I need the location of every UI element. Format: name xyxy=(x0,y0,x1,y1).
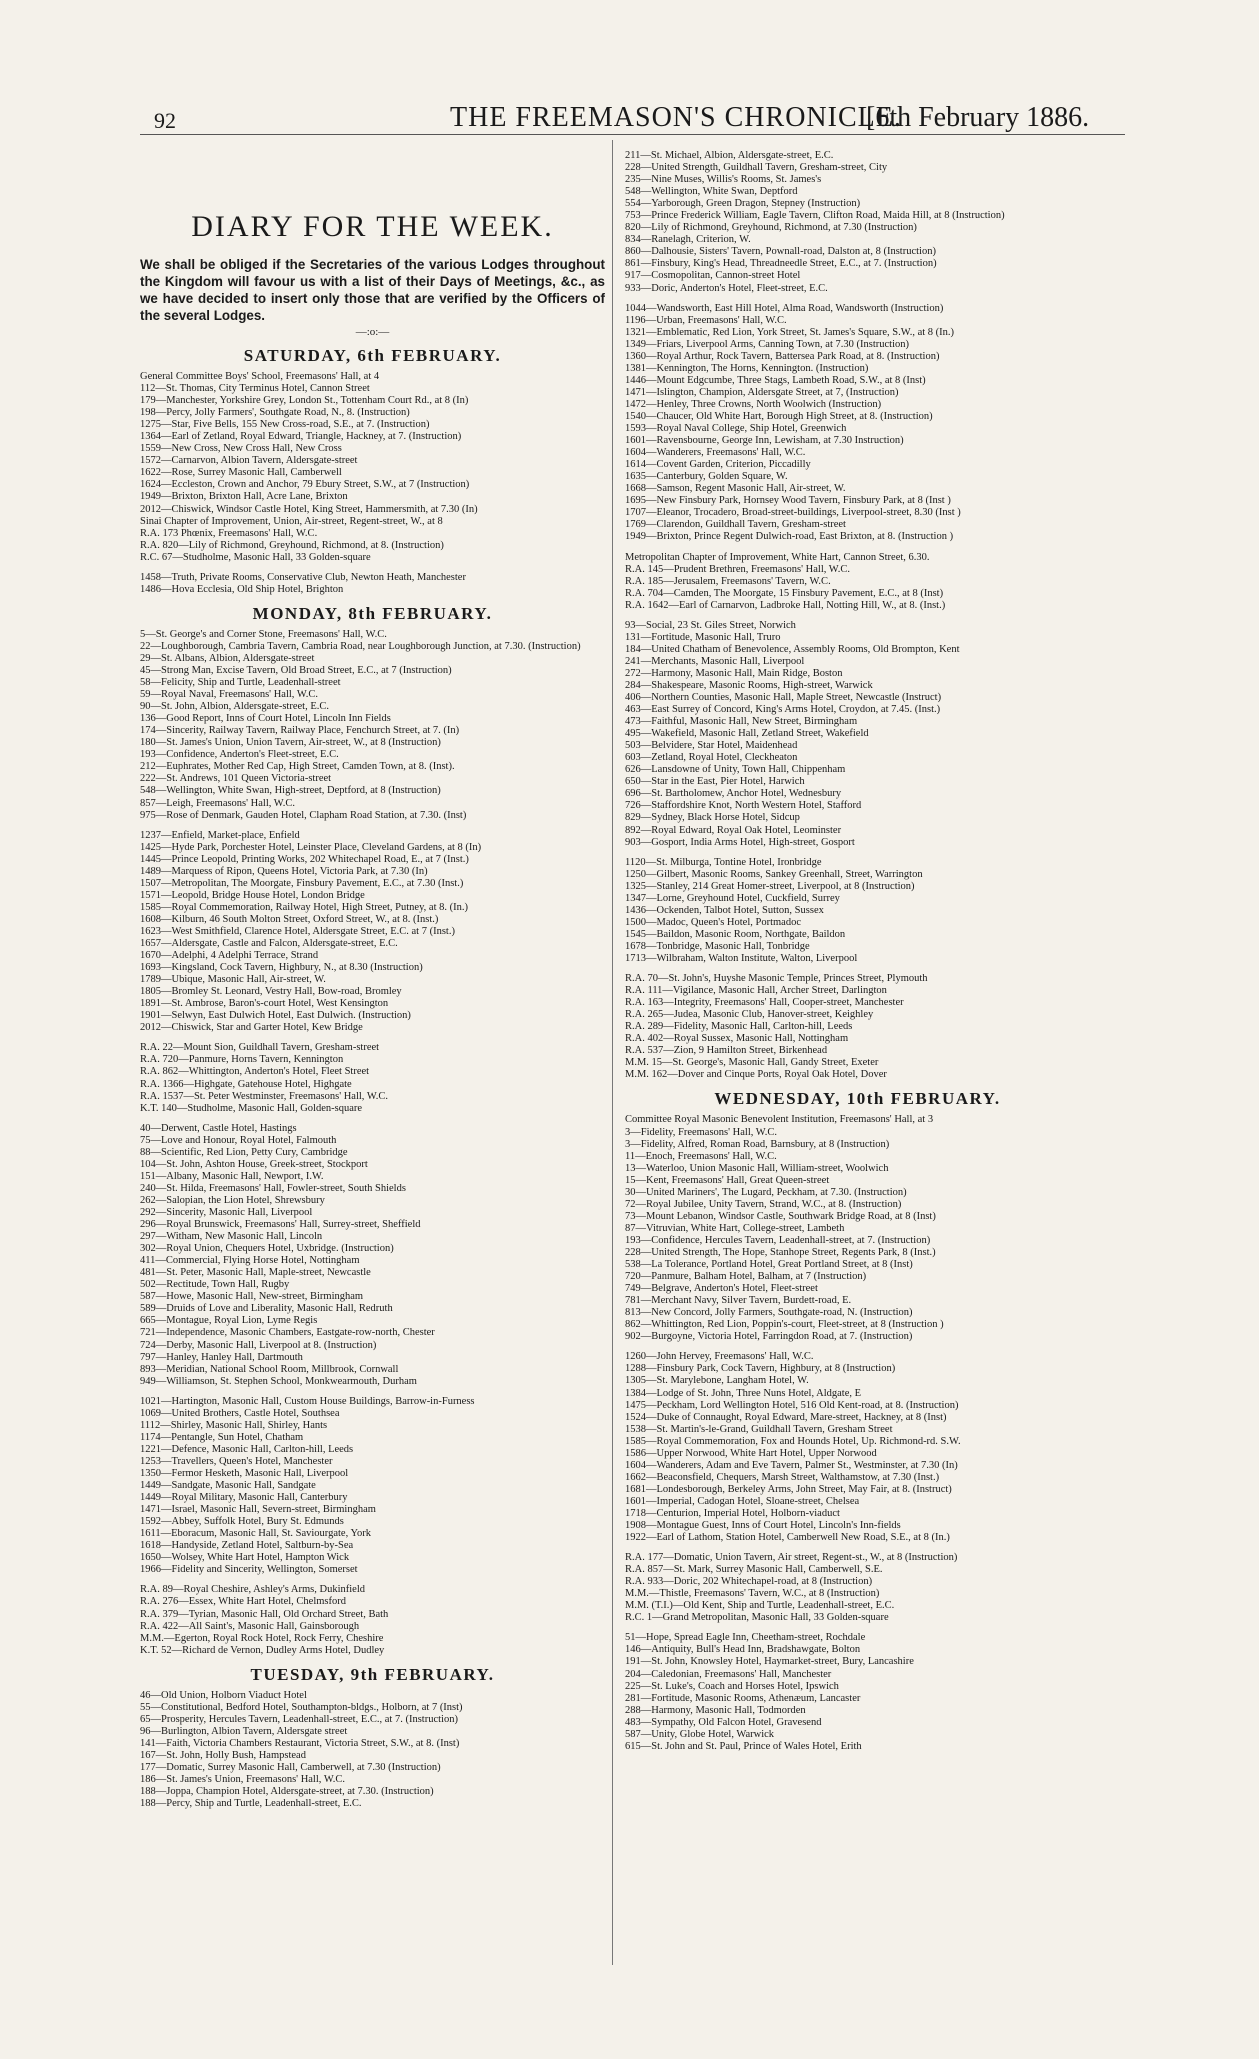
lodge-entry: 65—Prosperity, Hercules Tavern, Leadenhall-street, E.C., at 7. (Instruction) xyxy=(140,1713,458,1725)
lodge-entry: 241—Merchants, Masonic Hall, Liverpool xyxy=(625,655,805,667)
lodge-entry: 272—Harmony, Masonic Hall, Main Ridge, Boston xyxy=(625,667,843,679)
lodge-entry: 1608—Kilburn, 46 South Molton Street, Oxford Street, W., at 8. (Inst.) xyxy=(140,913,439,925)
lodge-entry: 177—Domatic, Surrey Masonic Hall, Camberwell, at 7.30 (Instruction) xyxy=(140,1761,441,1773)
lodge-entry: 167—St. John, Holly Bush, Hampstead xyxy=(140,1749,306,1761)
lodge-entry: 829—Sydney, Black Horse Hotel, Sidcup xyxy=(625,812,800,824)
lodge-entry: 1471—Islington, Champion, Aldersgate Street, at 7, (Instruction) xyxy=(625,386,899,398)
lodge-entry: 650—Star in the East, Pier Hotel, Harwich xyxy=(625,776,805,788)
lodge-entry: 820—Lily of Richmond, Greyhound, Richmond, at 7.30 (Instruction) xyxy=(625,222,917,234)
lodge-entry: 893—Meridian, National School Room, Millbrook, Cornwall xyxy=(140,1363,399,1375)
lodge-entry: R.A. 173 Phœnix, Freemasons' Hall, W.C. xyxy=(140,527,318,539)
running-title: THE FREEMASON'S CHRONICLE. xyxy=(450,102,902,133)
lodge-entry: 1713—Wilbraham, Walton Institute, Walton, Liverpool xyxy=(625,953,858,964)
lodge-entry: 721—Independence, Masonic Chambers, Eastgate-row-north, Chester xyxy=(140,1327,435,1339)
lodge-entry: 753—Prince Frederick William, Eagle Tavern, Clifton Road, Maida Hill, at 8 (Instruction) xyxy=(625,210,1005,222)
lodge-entry: 857—Leigh, Freemasons' Hall, W.C. xyxy=(140,797,296,809)
lodge-entry: R.A. 704—Camden, The Moorgate, 15 Finsbury Pavement, E.C., at 8 (Inst) xyxy=(625,587,944,599)
lodge-entry: 406—Northern Counties, Masonic Hall, Maple Street, Newcastle (Instruct) xyxy=(625,692,942,704)
lodge-entry: 51—Hope, Spread Eagle Inn, Cheetham-street, Rochdale xyxy=(625,1632,866,1644)
lodge-entry: 603—Zetland, Royal Hotel, Cleckheaton xyxy=(625,752,798,764)
lodge-entry: 3—Fidelity, Alfred, Roman Road, Barnsbury, at 8 (Instruction) xyxy=(625,1138,890,1150)
lodge-entry: 481—St. Peter, Masonic Hall, Maple-street, Newcastle xyxy=(140,1267,371,1279)
lodge-entry: 1174—Pentangle, Sun Hotel, Chatham xyxy=(140,1431,304,1443)
lodge-entry: 1445—Prince Leopold, Printing Works, 202 Whitechapel Road, E., at 7 (Inst.) xyxy=(140,853,469,865)
lodge-entry: 15—Kent, Freemasons' Hall, Great Queen-street xyxy=(625,1174,830,1186)
lodge-group xyxy=(625,1552,1090,1624)
lodge-entry: R.C. 67—Studholme, Masonic Hall, 33 Golden-square xyxy=(140,551,371,563)
lodge-entry: 88—Scientific, Red Lion, Petty Cury, Cambridge xyxy=(140,1146,348,1158)
lodge-entry: 1069—United Brothers, Castle Hotel, Southsea xyxy=(140,1407,340,1419)
lodge-entry: 1237—Enfield, Market-place, Enfield xyxy=(140,829,300,841)
lodge-entry: 861—Finsbury, King's Head, Threadneedle Street, E.C., at 7. (Instruction) xyxy=(625,258,937,270)
lodge-entry: R.A. 185—Jerusalem, Freemasons' Tavern, W.C. xyxy=(625,575,831,587)
lodge-entry: R.A. 820—Lily of Richmond, Greyhound, Richmond, at 8. (Instruction) xyxy=(140,539,444,551)
lodge-entry: 222—St. Andrews, 101 Queen Victoria-street xyxy=(140,773,332,785)
lodge-entry: 46—Old Union, Holborn Viaduct Hotel xyxy=(140,1689,307,1701)
lodge-group xyxy=(625,973,1090,1081)
lodge-entry: 1472—Henley, Three Crowns, North Woolwich (Instruction) xyxy=(625,398,882,410)
lodge-entry: 75—Love and Honour, Royal Hotel, Falmouth xyxy=(140,1134,337,1146)
lodge-entry: R.A. 163—Integrity, Freemasons' Hall, Cooper-street, Manchester xyxy=(625,997,904,1009)
lodge-entry: 1500—Madoc, Queen's Hotel, Portmadoc xyxy=(625,916,801,928)
lodge-entry: 1585—Royal Commemoration, Fox and Hounds Hotel, Up. Richmond-rd. S.W. xyxy=(625,1435,961,1447)
lodge-entry: 1112—Shirley, Masonic Hall, Shirley, Hants xyxy=(140,1419,328,1431)
lodge-entry: 411—Commercial, Flying Horse Hotel, Nottingham xyxy=(140,1255,360,1267)
lodge-entry: 720—Panmure, Balham Hotel, Balham, at 7 (Instruction) xyxy=(625,1271,867,1283)
left-day-sections xyxy=(140,346,605,1810)
left-column xyxy=(140,150,605,1818)
lodge-entry: 483—Sympathy, Old Falcon Hotel, Gravesend xyxy=(625,1716,822,1728)
lodge-entry: 1449—Royal Military, Masonic Hall, Canterbury xyxy=(140,1492,348,1504)
lodge-entry: 473—Faithful, Masonic Hall, New Street, Birmingham xyxy=(625,716,858,728)
lodge-entry: 188—Joppa, Champion Hotel, Aldersgate-street, at 7.30. (Instruction) xyxy=(140,1786,434,1798)
lodge-entry: 1695—New Finsbury Park, Hornsey Wood Tavern, Finsbury Park, at 8 (Inst ) xyxy=(625,495,951,507)
lodge-group xyxy=(625,303,1090,544)
lodge-entry: R.A. 265—Judea, Masonic Club, Hanover-street, Keighley xyxy=(625,1009,874,1021)
lodge-entry: 146—Antiquity, Bull's Head Inn, Bradshawgate, Bolton xyxy=(625,1644,861,1656)
lodge-entry: 1360—Royal Arthur, Rock Tavern, Battersea Park Road, at 8. (Instruction) xyxy=(625,350,940,362)
lodge-entry: 1571—Leopold, Bridge House Hotel, London Bridge xyxy=(140,889,365,901)
lodge-entry: 131—Fortitude, Masonic Hall, Truro xyxy=(625,631,781,643)
lodge-entry: 892—Royal Edward, Royal Oak Hotel, Leominster xyxy=(625,824,842,836)
lodge-group xyxy=(140,371,605,564)
issue-date: [6th February 1886. xyxy=(866,102,1090,133)
lodge-entry: 211—St. Michael, Albion, Aldersgate-street, E.C. xyxy=(625,150,834,161)
lodge-entry: 11—Enoch, Freemasons' Hall, W.C. xyxy=(625,1150,777,1162)
lodge-entry: 151—Albany, Masonic Hall, Newport, I.W. xyxy=(140,1170,324,1182)
lodge-entry: 1585—Royal Commemoration, Railway Hotel, High Street, Putney, at 8. (In.) xyxy=(140,901,468,913)
lodge-entry: 302—Royal Union, Chequers Hotel, Uxbridge. (Instruction) xyxy=(140,1243,394,1255)
lodge-entry: 1922—Earl of Lathom, Station Hotel, Camberwell New Road, S.E., at 8 (In.) xyxy=(625,1532,950,1544)
lodge-entry: R.A. 537—Zion, 9 Hamilton Street, Birkenhead xyxy=(625,1045,828,1057)
lodge-entry: 1486—Hova Ecclesia, Old Ship Hotel, Brighton xyxy=(140,583,344,595)
lodge-entry: 204—Caledonian, Freemasons' Hall, Manchester xyxy=(625,1668,832,1680)
lodge-entry: 1618—Handyside, Zetland Hotel, Saltburn-by-Sea xyxy=(140,1540,354,1552)
lodge-entry: 1475—Peckham, Lord Wellington Hotel, 516 Old Kent-road, at 8. (Instruction) xyxy=(625,1399,959,1411)
lodge-entry: 1586—Upper Norwood, White Hart Hotel, Upper Norwood xyxy=(625,1447,877,1459)
lodge-entry: 834—Ranelagh, Criterion, W. xyxy=(625,234,751,246)
lodge-entry: 548—Wellington, White Swan, Deptford xyxy=(625,186,798,198)
lodge-entry: 281—Fortitude, Masonic Rooms, Athenæum, Lancaster xyxy=(625,1692,861,1704)
lodge-entry: 1614—Covent Garden, Criterion, Piccadilly xyxy=(625,459,811,471)
lodge-entry: 1044—Wandsworth, East Hill Hotel, Alma Road, Wandsworth (Instruction) xyxy=(625,302,944,314)
lodge-entry: 212—Euphrates, Mother Red Cap, High Street, Camden Town, at 8. (Inst). xyxy=(140,761,455,773)
lodge-entry: 626—Lansdowne of Unity, Town Hall, Chippenham xyxy=(625,764,846,776)
lodge-entry: 749—Belgrave, Anderton's Hotel, Fleet-street xyxy=(625,1283,818,1295)
lodge-entry: 1538—St. Martin's-le-Grand, Guildhall Tavern, Gresham Street xyxy=(625,1423,893,1435)
lodge-entry: 1321—Emblematic, Red Lion, York Street, St. James's Square, S.W., at 8 (In.) xyxy=(625,326,955,338)
lodge-entry: 1545—Baildon, Masonic Room, Northgate, Baildon xyxy=(625,928,846,940)
lodge-entry: 975—Rose of Denmark, Gauden Hotel, Clapham Road Station, at 7.30. (Inst) xyxy=(140,809,467,821)
lodge-entry: 696—St. Bartholomew, Anchor Hotel, Wednesbury xyxy=(625,788,842,800)
lodge-entry: 5—St. George's and Corner Stone, Freemasons' Hall, W.C. xyxy=(140,628,387,640)
lodge-entry: 860—Dalhousie, Sisters' Tavern, Pownall-road, Dalston at, 8 (Instruction) xyxy=(625,246,936,258)
lodge-entry: K.T. 140—Studholme, Masonic Hall, Golden-square xyxy=(140,1102,363,1114)
lodge-entry: 1604—Wanderers, Adam and Eve Tavern, Palmer St., Westminster, at 7.30 (In) xyxy=(625,1459,958,1471)
lodge-group xyxy=(625,150,1090,295)
diary-intro: We shall be obliged if the Secretaries of the various Lodges throughout the Kingdom will favour us with a list of their Days of Meetings, &c., as we have decided to insert only those that are verified by the Officers of the several Lodges. xyxy=(140,257,605,323)
lodge-entry: 225—St. Luke's, Coach and Horses Hotel, Ipswich xyxy=(625,1680,839,1692)
lodge-entry: 538—La Tolerance, Portland Hotel, Great Portland Street, at 8 (Inst) xyxy=(625,1259,913,1271)
lodge-entry: R.A. 276—Essex, White Hart Hotel, Chelmsford xyxy=(140,1596,346,1608)
lodge-entry: M.M.—Thistle, Freemasons' Tavern, W.C., at 8 (Instruction) xyxy=(625,1588,880,1600)
lodge-entry: 1471—Israel, Masonic Hall, Severn-street, Birmingham xyxy=(140,1504,376,1516)
lodge-entry: 186—St. James's Union, Freemasons' Hall, W.C. xyxy=(140,1774,346,1786)
lodge-entry: R.A. 89—Royal Cheshire, Ashley's Arms, Dukinfield xyxy=(140,1584,366,1596)
lodge-entry: M.M.—Egerton, Royal Rock Hotel, Rock Ferry, Cheshire xyxy=(140,1632,384,1644)
lodge-entry: 292—Sincerity, Masonic Hall, Liverpool xyxy=(140,1207,313,1218)
lodge-entry: 184—United Chatham of Benevolence, Assembly Rooms, Old Brompton, Kent xyxy=(625,643,960,655)
lodge-entry: 1350—Fermor Hesketh, Masonic Hall, Liverpool xyxy=(140,1467,349,1479)
lodge-entry: R.A. 111—Vigilance, Masonic Hall, Archer Street, Darlington xyxy=(625,985,887,997)
lodge-entry: 1601—Imperial, Cadogan Hotel, Sloane-street, Chelsea xyxy=(625,1495,860,1507)
lodge-entry: 73—Mount Lebanon, Windsor Castle, Southwark Bridge Road, at 8 (Inst) xyxy=(625,1210,936,1222)
lodge-entry: 228—United Strength, The Hope, Stanhope Street, Regents Park, 8 (Inst.) xyxy=(625,1246,936,1258)
lodge-entry: 179—Manchester, Yorkshire Grey, London St., Tottenham Court Rd., at 8 (In) xyxy=(140,395,469,407)
lodge-group xyxy=(140,1584,605,1656)
lodge-entry: 29—St. Albans, Albion, Aldersgate-street xyxy=(140,652,315,664)
lodge-entry: R.A. 720—Panmure, Horns Tavern, Kennington xyxy=(140,1054,344,1066)
right-day-sections xyxy=(625,150,1090,1753)
lodge-entry: 198—Percy, Jolly Farmers', Southgate Road, N., 8. (Instruction) xyxy=(140,407,410,419)
lodge-entry: 1949—Brixton, Prince Regent Dulwich-road, East Brixton, at 8. (Instruction ) xyxy=(625,531,954,543)
lodge-entry: 1425—Hyde Park, Porchester Hotel, Leinster Place, Cleveland Gardens, at 8 (In) xyxy=(140,841,482,853)
lodge-entry: 1662—Beaconsfield, Chequers, Marsh Street, Walthamstow, at 7.30 (Inst.) xyxy=(625,1471,940,1483)
lodge-entry: 589—Druids of Love and Liberality, Masonic Hall, Redruth xyxy=(140,1303,393,1315)
lodge-entry: 235—Nine Muses, Willis's Rooms, St. James's xyxy=(625,174,822,186)
lodge-group xyxy=(140,1396,605,1577)
lodge-entry: 55—Constitutional, Bedford Hotel, Southampton-bldgs., Holborn, at 7 (Inst) xyxy=(140,1701,463,1713)
lodge-entry: 1769—Clarendon, Guildhall Tavern, Gresham-street xyxy=(625,519,846,531)
lodge-entry: M.M. 162—Dover and Cinque Ports, Royal Oak Hotel, Dover xyxy=(625,1069,887,1081)
lodge-entry: 1650—Wolsey, White Hart Hotel, Hampton Wick xyxy=(140,1552,350,1564)
lodge-entry: 933—Doric, Anderton's Hotel, Fleet-street, E.C. xyxy=(625,282,828,294)
lodge-entry: 1275—Star, Five Bells, 155 New Cross-road, S.E., at 7. (Instruction) xyxy=(140,419,430,431)
lodge-entry: 1347—Lorne, Greyhound Hotel, Cuckfield, Surrey xyxy=(625,892,840,904)
lodge-group xyxy=(625,1632,1090,1752)
lodge-entry: R.A. 379—Tyrian, Masonic Hall, Old Orchard Street, Bath xyxy=(140,1608,389,1620)
lodge-entry: 1657—Aldersgate, Castle and Falcon, Aldersgate-street, E.C. xyxy=(140,938,398,950)
lodge-entry: 1901—Selwyn, East Dulwich Hotel, East Dulwich. (Instruction) xyxy=(140,1010,411,1022)
lodge-entry: 2012—Chiswick, Windsor Castle Hotel, King Street, Hammersmith, at 7.30 (In) xyxy=(140,503,478,515)
lodge-entry: R.A. 1366—Highgate, Gatehouse Hotel, Highgate xyxy=(140,1078,352,1090)
lodge-entry: R.A. 862—Whittington, Anderton's Hotel, Fleet Street xyxy=(140,1066,370,1078)
lodge-entry: 228—United Strength, Guildhall Tavern, Gresham-street, City xyxy=(625,162,888,174)
lodge-entry: 1253—Travellers, Queen's Hotel, Manchester xyxy=(140,1455,333,1467)
lodge-entry: 1611—Eboracum, Masonic Hall, St. Saviourgate, York xyxy=(140,1528,371,1540)
lodge-entry: K.T. 52—Richard de Vernon, Dudley Arms Hotel, Dudley xyxy=(140,1644,385,1656)
lodge-group xyxy=(140,572,605,596)
lodge-entry: 1221—Defence, Masonic Hall, Carlton-hill, Leeds xyxy=(140,1443,354,1455)
lodge-entry: 949—Williamson, St. Stephen School, Monkwearmouth, Durham xyxy=(140,1375,417,1387)
lodge-entry: 1559—New Cross, New Cross Hall, New Cross xyxy=(140,443,342,455)
lodge-entry: 141—Faith, Victoria Chambers Restaurant, Victoria Street, S.W., at 8. (Inst) xyxy=(140,1737,460,1749)
lodge-entry: 1622—Rose, Surrey Masonic Hall, Camberwell xyxy=(140,467,342,479)
lodge-entry: 724—Derby, Masonic Hall, Liverpool at 8. (Instruction) xyxy=(140,1339,377,1351)
lodge-entry: 503—Belvidere, Star Hotel, Maidenhead xyxy=(625,740,798,752)
lodge-entry: 136—Good Report, Inns of Court Hotel, Lincoln Inn Fields xyxy=(140,713,391,725)
lodge-entry: 1120—St. Milburga, Tontine Hotel, Ironbridge xyxy=(625,856,822,868)
lodge-entry: 1601—Ravensbourne, George Inn, Lewisham, at 7.30 Instruction) xyxy=(625,435,904,447)
diary-title: DIARY FOR THE WEEK. xyxy=(191,210,554,243)
lodge-entry: 22—Loughborough, Cambria Tavern, Cambria Road, near Loughborough Junction, at 7.30. (Instruction) xyxy=(140,640,581,652)
lodge-entry: 240—St. Hilda, Freemasons' Hall, Fowler-street, South Shields xyxy=(140,1182,406,1194)
day-heading: TUESDAY, 9th FEBRUARY. xyxy=(250,1664,495,1684)
lodge-entry: R.A. 857—St. Mark, Surrey Masonic Hall, Camberwell, S.E. xyxy=(625,1564,883,1576)
lodge-entry: 615—St. John and St. Paul, Prince of Wales Hotel, Erith xyxy=(625,1740,862,1752)
lodge-entry: 1623—West Smithfield, Clarence Hotel, Aldersgate Street, E.C. at 7 (Inst.) xyxy=(140,925,455,937)
lodge-entry: 40—Derwent, Castle Hotel, Hastings xyxy=(140,1122,297,1134)
lodge-entry: 1693—Kingsland, Cock Tavern, Highbury, N., at 8.30 (Instruction) xyxy=(140,962,423,974)
lodge-entry: M.M. (T.I.)—Old Kent, Ship and Turtle, Leadenhall-street, E.C. xyxy=(625,1600,895,1612)
lodge-entry: 1718—Centurion, Imperial Hotel, Holborn-viaduct xyxy=(625,1507,840,1519)
lodge-entry: 87—Vitruvian, White Hart, College-street, Lambeth xyxy=(625,1222,845,1234)
lodge-entry: 1540—Chaucer, Old White Hart, Borough High Street, at 8. (Instruction) xyxy=(625,410,933,422)
day-heading: MONDAY, 8th FEBRUARY. xyxy=(252,603,493,623)
lodge-group xyxy=(625,1114,1090,1343)
lodge-entry: 1678—Tonbridge, Masonic Hall, Tonbridge xyxy=(625,940,810,952)
lodge-entry: 1891—St. Ambrose, Baron's-court Hotel, West Kensington xyxy=(140,998,389,1010)
lodge-entry: 1966—Fidelity and Sincerity, Wellington, Somerset xyxy=(140,1564,358,1576)
right-column xyxy=(625,150,1090,1761)
lodge-entry: 188—Percy, Ship and Turtle, Leadenhall-street, E.C. xyxy=(140,1798,362,1810)
lodge-entry: R.A. 289—Fidelity, Masonic Hall, Carlton-hill, Leeds xyxy=(625,1021,853,1033)
lodge-entry: 59—Royal Naval, Freemasons' Hall, W.C. xyxy=(140,689,319,701)
lodge-entry: R.A. 70—St. John's, Huyshe Masonic Temple, Princes Street, Plymouth xyxy=(625,973,928,985)
day-heading: SATURDAY, 6th FEBRUARY. xyxy=(243,346,502,365)
page-number: 92 xyxy=(154,108,176,133)
lodge-entry: 296—Royal Brunswick, Freemasons' Hall, Surrey-street, Sheffield xyxy=(140,1219,421,1231)
lodge-entry: 1349—Friars, Liverpool Arms, Canning Town, at 7.30 (Instruction) xyxy=(625,338,909,350)
lodge-entry: R.C. 1—Grand Metropolitan, Masonic Hall, 33 Golden-square xyxy=(625,1612,889,1624)
lodge-entry: 1681—Londesborough, Berkeley Arms, John Street, May Fair, at 8. (Instruct) xyxy=(625,1483,952,1495)
lodge-entry: 502—Rectitude, Town Hall, Rugby xyxy=(140,1279,290,1291)
lodge-entry: 726—Staffordshire Knot, North Western Hotel, Stafford xyxy=(625,800,862,812)
lodge-entry: 1949—Brixton, Brixton Hall, Acre Lane, Brixton xyxy=(140,491,348,503)
lodge-entry: 180—St. James's Union, Union Tavern, Air-street, W., at 8 (Instruction) xyxy=(140,737,441,749)
lodge-entry: Metropolitan Chapter of Improvement, White Hart, Cannon Street, 6.30. xyxy=(625,551,930,563)
lodge-group xyxy=(625,620,1090,849)
lodge-entry: 1436—Ockenden, Talbot Hotel, Sutton, Sussex xyxy=(625,904,824,916)
ornament: —:o:— xyxy=(355,326,390,338)
lodge-entry: 1196—Urban, Freemasons' Hall, W.C. xyxy=(625,314,787,326)
lodge-entry: 96—Burlington, Albion Tavern, Aldersgate street xyxy=(140,1725,348,1737)
lodge-entry: 193—Confidence, Anderton's Fleet-street, E.C. xyxy=(140,749,339,761)
lodge-entry: R.A. 145—Prudent Brethren, Freemasons' Hall, W.C. xyxy=(625,563,850,575)
lodge-entry: 1288—Finsbury Park, Cock Tavern, Highbury, at 8 (Instruction) xyxy=(625,1363,896,1375)
lodge-entry: 297—Witham, New Masonic Hall, Lincoln xyxy=(140,1231,323,1243)
lodge-entry: 1489—Marquess of Ripon, Queens Hotel, Victoria Park, at 7.30 (In) xyxy=(140,865,428,877)
lodge-entry: 1305—St. Marylebone, Langham Hotel, W. xyxy=(625,1375,809,1387)
lodge-entry: 1635—Canterbury, Golden Square, W. xyxy=(625,471,788,483)
lodge-entry: 1449—Sandgate, Masonic Hall, Sandgate xyxy=(140,1480,316,1492)
lodge-entry: Sinai Chapter of Improvement, Union, Air-street, Regent-street, W., at 8 xyxy=(140,515,443,527)
column-divider xyxy=(612,140,613,1965)
lodge-entry: 813—New Concord, Jolly Farmers, Southgate-road, N. (Instruction) xyxy=(625,1307,913,1319)
lodge-group xyxy=(140,629,605,822)
lodge-entry: 174—Sincerity, Railway Tavern, Railway Place, Fenchurch Street, at 7. (In) xyxy=(140,725,460,737)
lodge-entry: 903—Gosport, India Arms Hotel, High-street, Gosport xyxy=(625,836,855,848)
lodge-entry: 463—East Surrey of Concord, King's Arms Hotel, Croydon, at 7.45. (Inst.) xyxy=(625,704,941,716)
lodge-entry: 1572—Carnarvon, Albion Tavern, Aldersgate-street xyxy=(140,455,358,467)
lodge-entry: 13—Waterloo, Union Masonic Hall, William-street, Woolwich xyxy=(625,1162,889,1174)
lodge-group xyxy=(625,857,1090,965)
lodge-entry: 1789—Ubique, Masonic Hall, Air-street, W. xyxy=(140,974,326,986)
lodge-entry: 665—Montague, Royal Lion, Lyme Regis xyxy=(140,1315,318,1327)
lodge-entry: 554—Yarborough, Green Dragon, Stepney (Instruction) xyxy=(625,198,861,210)
lodge-entry: 781—Merchant Navy, Silver Tavern, Burdett-road, E. xyxy=(625,1295,852,1307)
lodge-entry: 902—Burgoyne, Victoria Hotel, Farringdon Road, at 7. (Instruction) xyxy=(625,1331,913,1343)
lodge-entry: 30—United Mariners', The Lugard, Peckham, at 7.30. (Instruction) xyxy=(625,1186,907,1198)
lodge-entry: 193—Confidence, Hercules Tavern, Leadenhall-street, at 7. (Instruction) xyxy=(625,1234,931,1246)
lodge-entry: 1624—Eccleston, Crown and Anchor, 79 Ebury Street, S.W., at 7 (Instruction) xyxy=(140,479,470,491)
lodge-entry: 862—Whittington, Red Lion, Poppin's-court, Fleet-street, at 8 (Instruction ) xyxy=(625,1319,944,1331)
lodge-group xyxy=(140,1123,605,1388)
lodge-entry: 1260—John Hervey, Freemasons' Hall, W.C. xyxy=(625,1351,814,1363)
day-heading: WEDNESDAY, 10th FEBRUARY. xyxy=(714,1089,1001,1109)
lodge-entry: 587—Howe, Masonic Hall, New-street, Birmingham xyxy=(140,1291,364,1303)
lodge-entry: 58—Felicity, Ship and Turtle, Leadenhall-street xyxy=(140,677,341,689)
lodge-entry: 1592—Abbey, Suffolk Hotel, Bury St. Edmunds xyxy=(140,1516,344,1528)
lodge-entry: 191—St. John, Knowsley Hotel, Haymarket-street, Bury, Lancashire xyxy=(625,1656,914,1668)
lodge-entry: 1604—Wanderers, Freemasons' Hall, W.C. xyxy=(625,447,806,459)
lodge-group xyxy=(140,1042,605,1114)
lodge-entry: 262—Salopian, the Lion Hotel, Shrewsbury xyxy=(140,1194,325,1206)
lodge-entry: 1446—Mount Edgcumbe, Three Stags, Lambeth Road, S.W., at 8 (Inst) xyxy=(625,374,926,386)
lodge-entry: R.A. 1537—St. Peter Westminster, Freemasons' Hall, W.C. xyxy=(140,1090,389,1102)
lodge-entry: 495—Wakefield, Masonic Hall, Zetland Street, Wakefield xyxy=(625,728,869,740)
header-rule xyxy=(140,134,1125,135)
lodge-entry: 1325—Stanley, 214 Great Homer-street, Liverpool, at 8 (Instruction) xyxy=(625,880,915,892)
lodge-entry: 548—Wellington, White Swan, High-street, Deptford, at 8 (Instruction) xyxy=(140,785,441,797)
lodge-entry: 2012—Chiswick, Star and Garter Hotel, Kew Bridge xyxy=(140,1022,363,1034)
lodge-entry: R.A. 402—Royal Sussex, Masonic Hall, Nottingham xyxy=(625,1033,849,1045)
lodge-entry: 1250—Gilbert, Masonic Rooms, Sankey Greenhall, Street, Warrington xyxy=(625,868,923,880)
lodge-entry: 1670—Adelphi, 4 Adelphi Terrace, Strand xyxy=(140,950,319,962)
lodge-entry: 797—Hanley, Hanley Hall, Dartmouth xyxy=(140,1351,303,1363)
lodge-entry: General Committee Boys' School, Freemasons' Hall, at 4 xyxy=(140,371,380,382)
lodge-entry: 1668—Samson, Regent Masonic Hall, Air-street, W. xyxy=(625,483,846,495)
lodge-entry: R.A. 933—Doric, 202 Whitechapel-road, at 8 (Instruction) xyxy=(625,1576,873,1588)
lodge-entry: 1021—Hartington, Masonic Hall, Custom House Buildings, Barrow-in-Furness xyxy=(140,1395,475,1407)
lodge-entry: Committee Royal Masonic Benevolent Institution, Freemasons' Hall, at 3 xyxy=(625,1114,934,1126)
lodge-entry: R.A. 22—Mount Sion, Guildhall Tavern, Gresham-street xyxy=(140,1042,380,1054)
lodge-entry: 1507—Metropolitan, The Moorgate, Finsbury Pavement, E.C., at 7.30 (Inst.) xyxy=(140,877,464,889)
lodge-entry: 72—Royal Jubilee, Unity Tavern, Strand, W.C., at 8. (Instruction) xyxy=(625,1198,902,1210)
lodge-entry: R.A. 177—Domatic, Union Tavern, Air street, Regent-st., W., at 8 (Instruction) xyxy=(625,1552,958,1564)
lodge-entry: R.A. 1642—Earl of Carnarvon, Ladbroke Hall, Notting Hill, W., at 8. (Inst.) xyxy=(625,599,946,611)
lodge-entry: 1381—Kennington, The Horns, Kennington. (Instruction) xyxy=(625,362,869,374)
lodge-entry: 1593—Royal Naval College, Ship Hotel, Greenwich xyxy=(625,423,847,435)
lodge-entry: 3—Fidelity, Freemasons' Hall, W.C. xyxy=(625,1126,777,1138)
lodge-group xyxy=(625,1351,1090,1544)
lodge-entry: M.M. 15—St. George's, Masonic Hall, Gandy Street, Exeter xyxy=(625,1057,879,1069)
lodge-entry: 587—Unity, Globe Hotel, Warwick xyxy=(625,1728,775,1740)
lodge-entry: 288—Harmony, Masonic Hall, Todmorden xyxy=(625,1704,806,1716)
lodge-entry: 1458—Truth, Private Rooms, Conservative Club, Newton Heath, Manchester xyxy=(140,571,466,583)
lodge-group xyxy=(140,830,605,1035)
lodge-entry: 112—St. Thomas, City Terminus Hotel, Cannon Street xyxy=(140,383,370,395)
lodge-entry: 1908—Montague Guest, Inns of Court Hotel, Lincoln's Inn-fields xyxy=(625,1520,901,1532)
lodge-entry: 1384—Lodge of St. John, Three Nuns Hotel, Aldgate, E xyxy=(625,1387,862,1399)
lodge-entry: 1524—Duke of Connaught, Royal Edward, Mare-street, Hackney, at 8 (Inst) xyxy=(625,1411,947,1423)
lodge-entry: 284—Shakespeare, Masonic Rooms, High-street, Warwick xyxy=(625,679,873,691)
lodge-entry: 104—St. John, Ashton House, Greek-street, Stockport xyxy=(140,1158,368,1170)
lodge-entry: 917—Cosmopolitan, Cannon-street Hotel xyxy=(625,270,801,282)
lodge-entry: 1707—Eleanor, Trocadero, Broad-street-buildings, Liverpool-street, 8.30 (Inst ) xyxy=(625,507,961,519)
lodge-group xyxy=(625,552,1090,612)
lodge-entry: R.A. 422—All Saint's, Masonic Hall, Gainsborough xyxy=(140,1620,360,1632)
lodge-entry: 90—St. John, Albion, Aldersgate-street, E.C. xyxy=(140,701,329,713)
lodge-entry: 45—Strong Man, Excise Tavern, Old Broad Street, E.C., at 7 (Instruction) xyxy=(140,664,452,676)
lodge-entry: 1364—Earl of Zetland, Royal Edward, Triangle, Hackney, at 7. (Instruction) xyxy=(140,431,462,443)
lodge-entry: 93—Social, 23 St. Giles Street, Norwich xyxy=(625,619,796,631)
lodge-entry: 1805—Bromley St. Leonard, Vestry Hall, Bow-road, Bromley xyxy=(140,986,402,998)
lodge-group xyxy=(140,1690,605,1810)
